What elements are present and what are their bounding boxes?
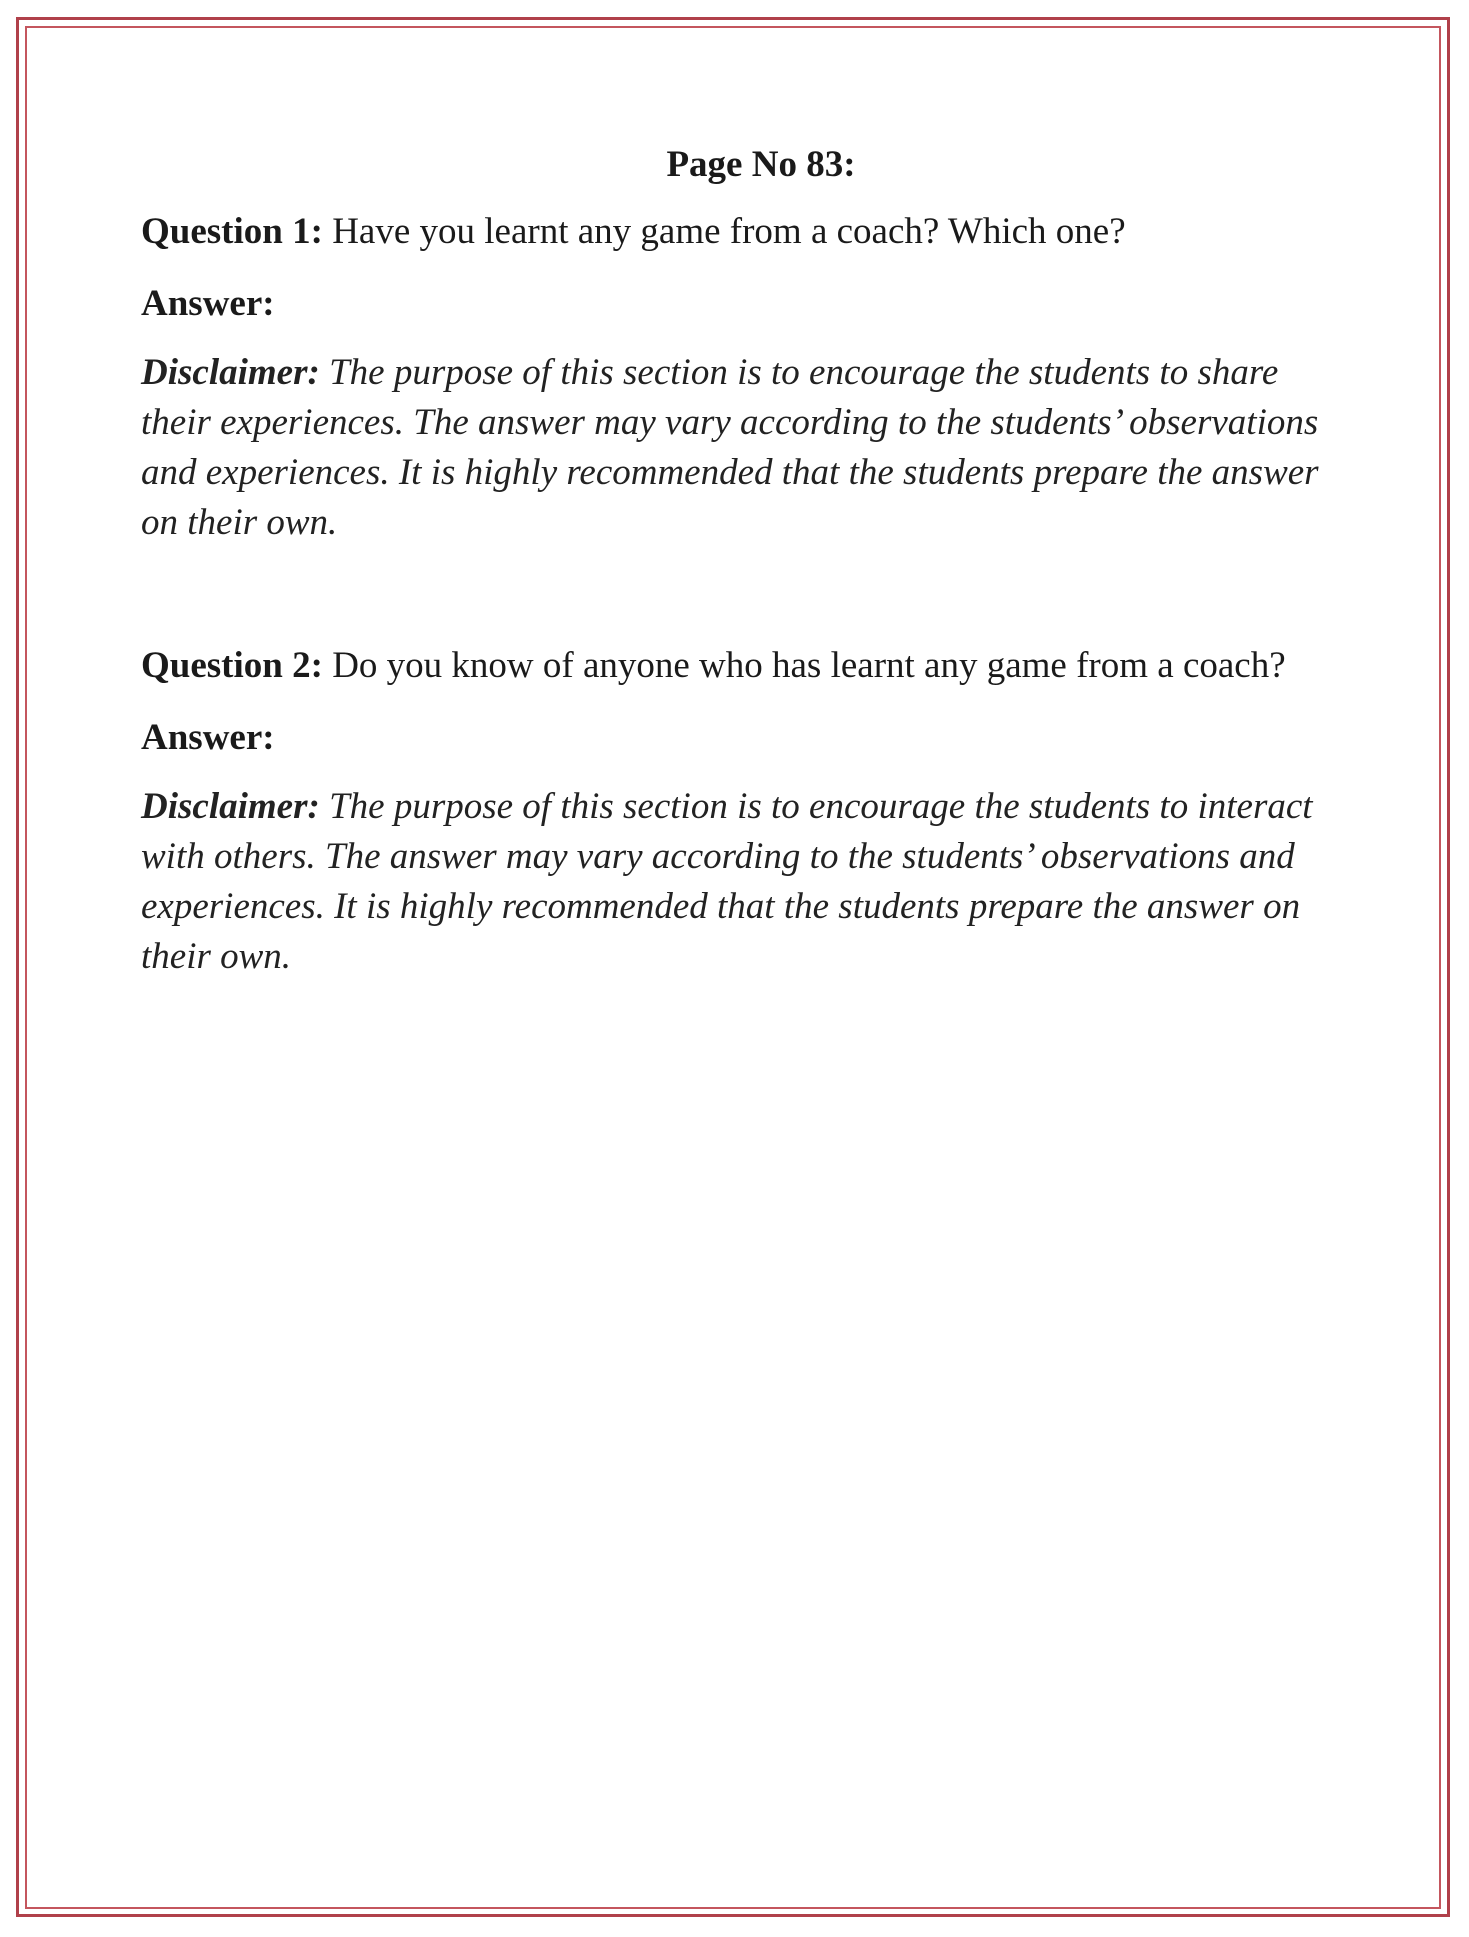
disclaimer-1 <box>141 348 1341 548</box>
disclaimer-2-text: The purpose of this section is to encourage the students to interact with others. The answer may vary according to the students’ observations and experiences. It is highly recommended that the students prepare the answer on their own. <box>141 786 1313 977</box>
disclaimer-1-label: Disclaimer: <box>141 352 320 393</box>
question-2-text: Do you know of anyone who has learnt any game from a coach? <box>332 645 1286 686</box>
question-2-label: Question 2: <box>141 645 323 686</box>
question-block-2 <box>141 640 1341 982</box>
question-1-text: Have you learnt any game from a coach? Which one? <box>332 211 1126 252</box>
disclaimer-1-text: The purpose of this section is to encourage the students to share their experiences. The answer may vary according to the students’ observations and experiences. It is highly recommended that the students prepare the answer on their own. <box>141 352 1319 543</box>
page-title: Page No 83: <box>666 144 856 185</box>
disclaimer-2 <box>141 782 1341 982</box>
spacer <box>141 548 1341 626</box>
disclaimer-2-label: Disclaimer: <box>141 786 320 827</box>
question-block-1 <box>141 206 1341 548</box>
question-2 <box>141 640 1341 692</box>
question-1-label: Question 1: <box>141 211 323 252</box>
question-1 <box>141 206 1341 258</box>
page-content <box>141 138 1341 982</box>
answer-1-label: Answer: <box>141 283 275 324</box>
answer-2-label: Answer: <box>141 717 275 758</box>
